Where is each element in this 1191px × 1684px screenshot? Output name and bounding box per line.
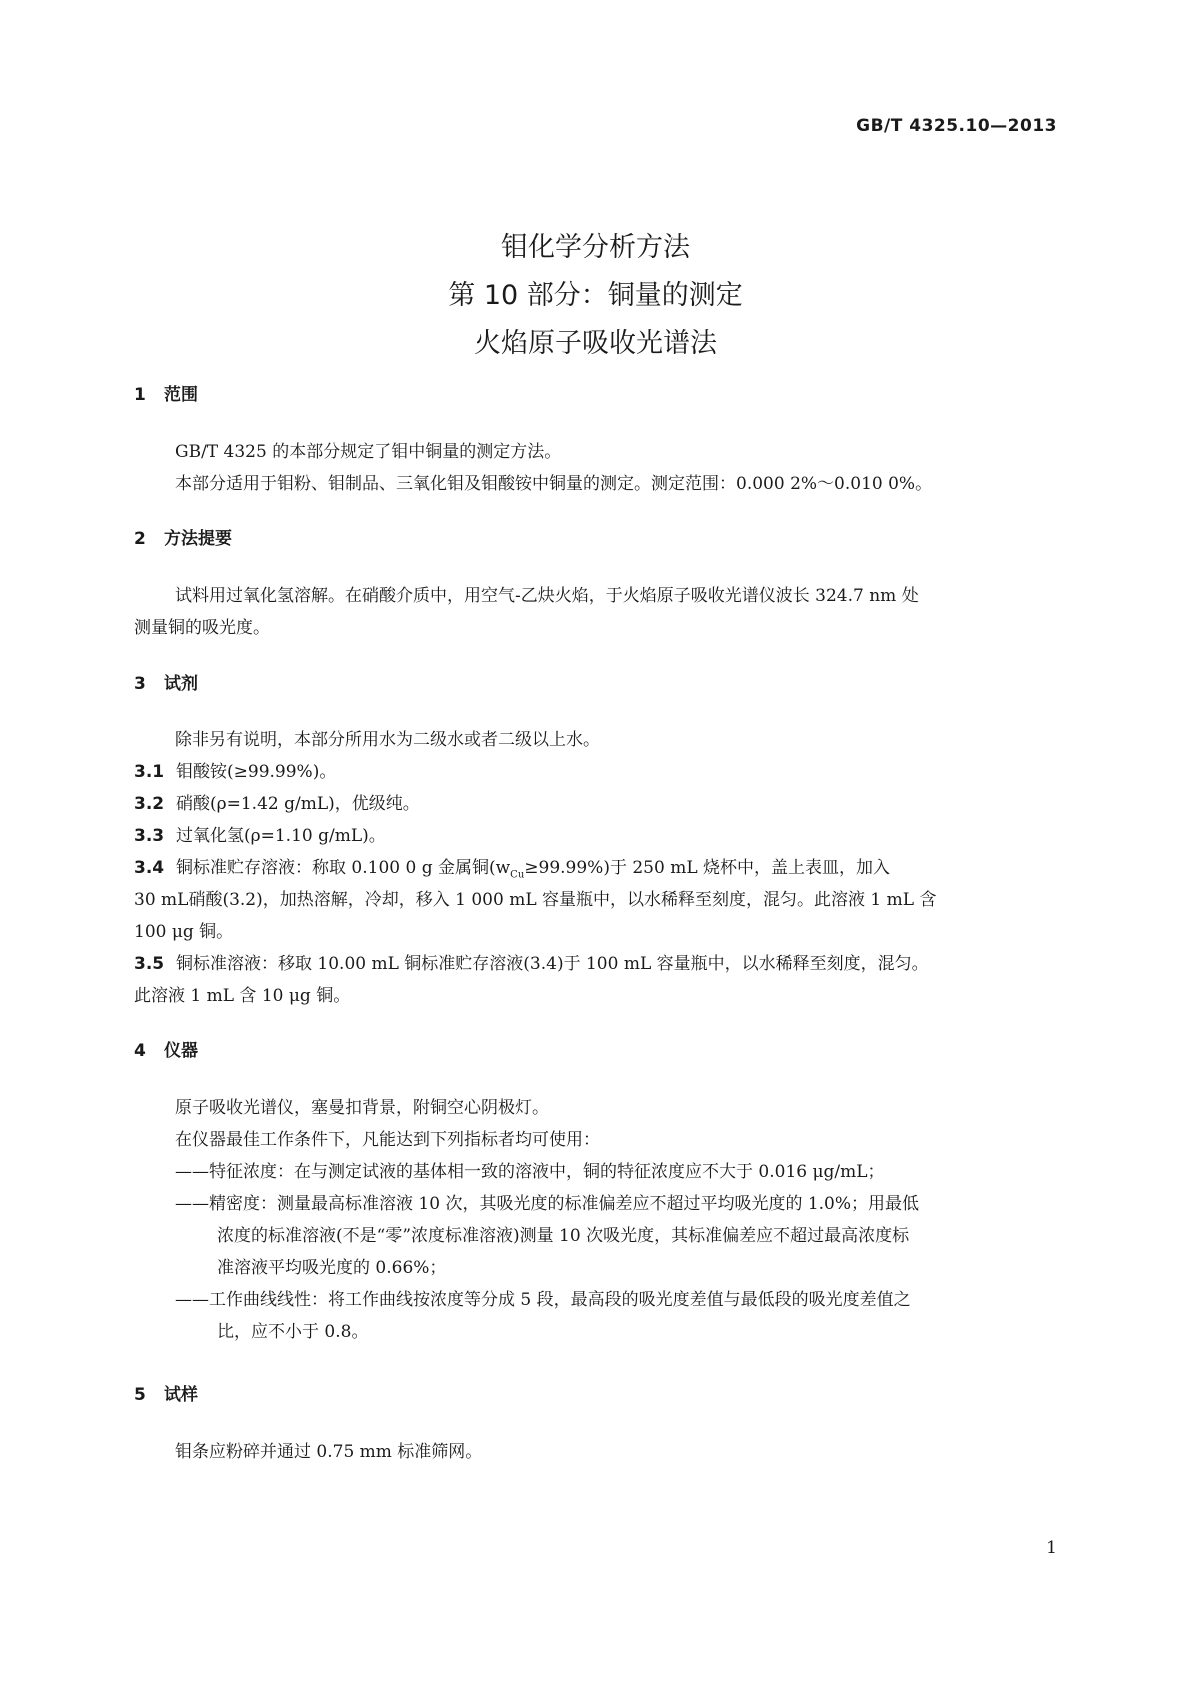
item-text: 铜标准贮存溶液：称取 0.100 0 g 金属铜(w xyxy=(176,858,511,878)
title-line-3: 火焰原子吸收光谱法 xyxy=(474,328,717,359)
list-item xyxy=(134,820,1058,852)
dash-item-continuation: 浓度的标准溶液(不是“零”浓度标准溶液)测量 10 次吸光度，其标准偏差应不超过最高浓度标 xyxy=(217,1226,910,1246)
dash-item-line: ——精密度：测量最高标准溶液 10 次，其吸光度的标准偏差应不超过平均吸光度的 1.0%；用最低 xyxy=(175,1194,920,1214)
section-number: 1 xyxy=(134,385,146,405)
page-number: 1 xyxy=(1046,1538,1057,1558)
list-item xyxy=(134,788,1058,820)
item-number: 3.5 xyxy=(134,954,165,974)
dash-item-continuation: 比，应不小于 0.8。 xyxy=(217,1322,369,1342)
section-number: 2 xyxy=(134,529,146,549)
paragraph: GB/T 4325 的本部分规定了钼中铜量的测定方法。 xyxy=(175,442,562,462)
section-5-heading xyxy=(134,1380,198,1405)
paragraph-continuation: 测量铜的吸光度。 xyxy=(134,618,270,638)
item-number: 3.1 xyxy=(134,762,165,782)
dash-item-line: ——工作曲线线性：将工作曲线按浓度等分成 5 段，最高段的吸光度差值与最低段的吸光度差值之 xyxy=(175,1290,911,1310)
list-item xyxy=(134,948,1058,980)
list-item-continuation: 30 mL硝酸(3.2)，加热溶解，冷却，移入 1 000 mL 容量瓶中，以水稀释至刻度，混匀。此溶液 1 mL 含 xyxy=(134,890,937,910)
dash-item-continuation: 准溶液平均吸光度的 0.66%； xyxy=(217,1258,447,1278)
subscript: Cu xyxy=(510,869,525,881)
item-number: 3.2 xyxy=(134,794,165,814)
paragraph: 在仪器最佳工作条件下，凡能达到下列指标者均可使用： xyxy=(175,1130,600,1150)
section-title: 试剂 xyxy=(164,674,198,694)
dash-list-item xyxy=(175,1188,1058,1284)
title-line-2: 第 10 部分：铜量的测定 xyxy=(448,280,743,311)
section-3-heading xyxy=(134,669,198,694)
paragraph: 原子吸收光谱仪，塞曼扣背景，附铜空心阴极灯。 xyxy=(175,1098,549,1118)
section-number: 4 xyxy=(134,1041,146,1061)
paragraph: 试料用过氧化氢溶解。在硝酸介质中，用空气-乙炔火焰，于火焰原子吸收光谱仪波长 324.7 nm 处 xyxy=(175,586,919,606)
section-4-heading xyxy=(134,1036,198,1061)
section-number: 3 xyxy=(134,674,146,694)
standard-number: GB/T 4325.10—2013 xyxy=(856,116,1057,136)
paragraph: 除非另有说明，本部分所用水为二级水或者二级以上水。 xyxy=(175,730,600,750)
item-number: 3.4 xyxy=(134,858,165,878)
item-text: 铜标准溶液：移取 10.00 mL 铜标准贮存溶液(3.4)于 100 mL 容量瓶中，以水稀释至刻度，混匀。 xyxy=(176,954,929,974)
document-title xyxy=(0,224,1191,368)
paragraph: 钼条应粉碎并通过 0.75 mm 标准筛网。 xyxy=(175,1442,483,1462)
section-number: 5 xyxy=(134,1385,146,1405)
item-text: 硝酸(ρ=1.42 g/mL)，优级纯。 xyxy=(176,794,420,814)
paragraph: 本部分适用于钼粉、钼制品、三氧化钼及钼酸铵中铜量的测定。测定范围：0.000 2%～0.010 0%。 xyxy=(175,474,933,494)
item-text: 过氧化氢(ρ=1.10 g/mL)。 xyxy=(176,826,386,846)
item-number: 3.3 xyxy=(134,826,165,846)
title-line-1: 钼化学分析方法 xyxy=(501,232,690,263)
dash-list-item: ——特征浓度：在与测定试液的基体相一致的溶液中，铜的特征浓度应不大于 0.016 μg/mL； xyxy=(175,1162,885,1182)
section-title: 试样 xyxy=(164,1385,198,1405)
list-item-continuation: 此溶液 1 mL 含 10 μg 铜。 xyxy=(134,986,351,1006)
section-2-heading xyxy=(134,524,232,549)
item-text: ≥99.99%)于 250 mL 烧杯中，盖上表皿，加入 xyxy=(524,858,891,878)
dash-list-item xyxy=(175,1284,1058,1348)
section-1-heading xyxy=(134,380,198,405)
section-title: 方法提要 xyxy=(164,529,232,549)
section-title: 仪器 xyxy=(164,1041,198,1061)
item-text: 钼酸铵(≥99.99%)。 xyxy=(176,762,337,782)
list-item-continuation: 100 μg 铜。 xyxy=(134,922,234,942)
list-item xyxy=(134,756,1058,788)
section-title: 范围 xyxy=(164,385,198,405)
